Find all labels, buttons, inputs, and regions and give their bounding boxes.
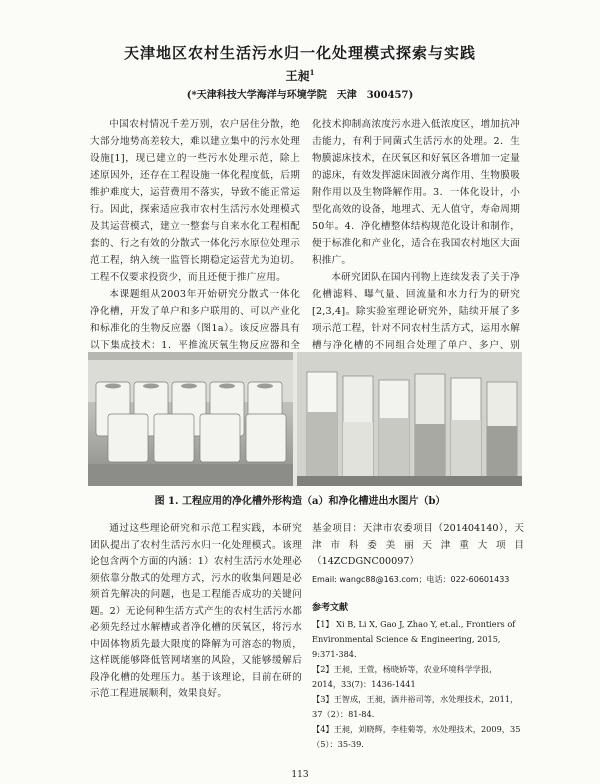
paragraph: 本课题组从2003年开始研究分散式一体化净化槽，开发了单户和多户联用的、可以产业化和标准化的生物反应器（图1a）。该反应器具有以下集成技术：1．平推流厌氧生物反应器和全: [90, 289, 300, 351]
reference-item: 【3】王智成，王昶，酒井裕司等，水处理技术，2011，37（2）：81-84.: [312, 694, 519, 719]
references-heading: 参考文献: [312, 603, 349, 613]
septic-tank-photo-drawing: [88, 352, 293, 486]
author: [0, 67, 600, 84]
body-column-top-left: [90, 116, 300, 371]
body-column-bottom-left: [90, 521, 302, 703]
figure-caption: 图 1. 工程应用的净化槽外形构造（a）和净化槽进出水图片（b）: [154, 496, 446, 507]
body-column-top-right: [312, 116, 520, 388]
page-number: 113: [291, 770, 309, 780]
water-sample-bottles-photo-icon: [297, 352, 522, 486]
contact-email: Email: wangc88@163.com；电话：022-60601433: [312, 575, 510, 584]
paragraph: 本研究团队在国内刊物上连续发表了关于净化槽滤料、曝气量、回流量和水力行为的研究[2,3,4]。除实验室理论研究外，陆续开展了多项示范工程，针对不同农村生活方式，运用水解槽与净化槽的不同组合处理了单户、多户、别: [312, 272, 520, 351]
paper-title: 天津地区农村生活污水归一化处理模式探索与实践: [123, 44, 476, 62]
author-superscript: 1: [309, 68, 315, 77]
figure-1: [88, 352, 522, 486]
funding-note: 基金项目：天津市农委项目（201404140），天津市科委美丽天津重大项目（14ZCDGNC00097）: [312, 523, 524, 567]
paragraph: 通过这些理论研究和示范工程实践，本研究团队提出了农村生活污水归一化处理模式。该理论包含两个方面的内涵：1）农村生活污水处理必须依靠分散式的处理方式，污水的收集问题是必须首先解决的问题，也是工程能否成功的关键问题。2）无论何种生活方式产生的农村生活污水都必须先经过水解槽或者净化槽的厌氧区，将污水中固体物质先最大限度的降解为可溶态的物质，这样既能够降低管网堵塞的风险，又能够缓解后段净化槽的处理压力。基于该理论，目前在研的示范工程进展顺利，效果良好。: [90, 523, 302, 699]
reference-item: 【1】 Xi B, Li X, Gao J, Zhao Y, et.al., Frontiers of Environmental Science & Engineering, 2015, 9:371-384.: [312, 619, 516, 659]
paragraph: 化技术抑制高浓度污水进入低浓度区，增加抗冲击能力，有利于同菌式生活污水的处理。2．生物膜滤床技术，在厌氧区和好氧区各增加一定量的滤床，有效发挥滤床固液分离作用、生物膜吸附作用以及生物降解作用。3．一体化设计，小型化高效的设备，地埋式、无人值守，寿命周期50年。4．净化槽整体结构规范化设计和制作，便于标准化和产业化，适合在我国农村地区大面积推广。: [312, 119, 520, 266]
reference-item: 【4】王昶，刘晓辉，李桂菊等，水处理技术，2009，35（5）：35-39.: [312, 724, 521, 749]
reference-list: [312, 617, 524, 752]
water-bottles-drawing: [297, 352, 522, 486]
paragraph: 中国农村情况千差万别，农户居住分散，绝大部分地势高差较大，难以建立集中的污水处理设施[1]，现已建立的一些污水处理示范，除上述原因外，还存在工程设施一体化程度低，后期维护难度大，运营费用不落实，导致不能正常运行。因此，探索适应我市农村生活污水处理模式及其运营模式，建立一整套与自来水化工程相配套的、行之有效的分散式一体化污水原位处理示范工程，纳入统一监管长期稳定运营尤为迫切。工程不仅要求投资少，而且还便于推广应用。: [90, 119, 300, 283]
reference-item: 【2】王昶，王萱，杨晓娇等，农业环境科学学报，2014，33(7)：1436-1441: [312, 664, 498, 689]
affiliation: (*天津科技大学海洋与环境学院 天津 300457): [186, 90, 414, 101]
author-name: 王昶: [285, 69, 310, 83]
septic-tank-photo-icon: [88, 352, 293, 486]
